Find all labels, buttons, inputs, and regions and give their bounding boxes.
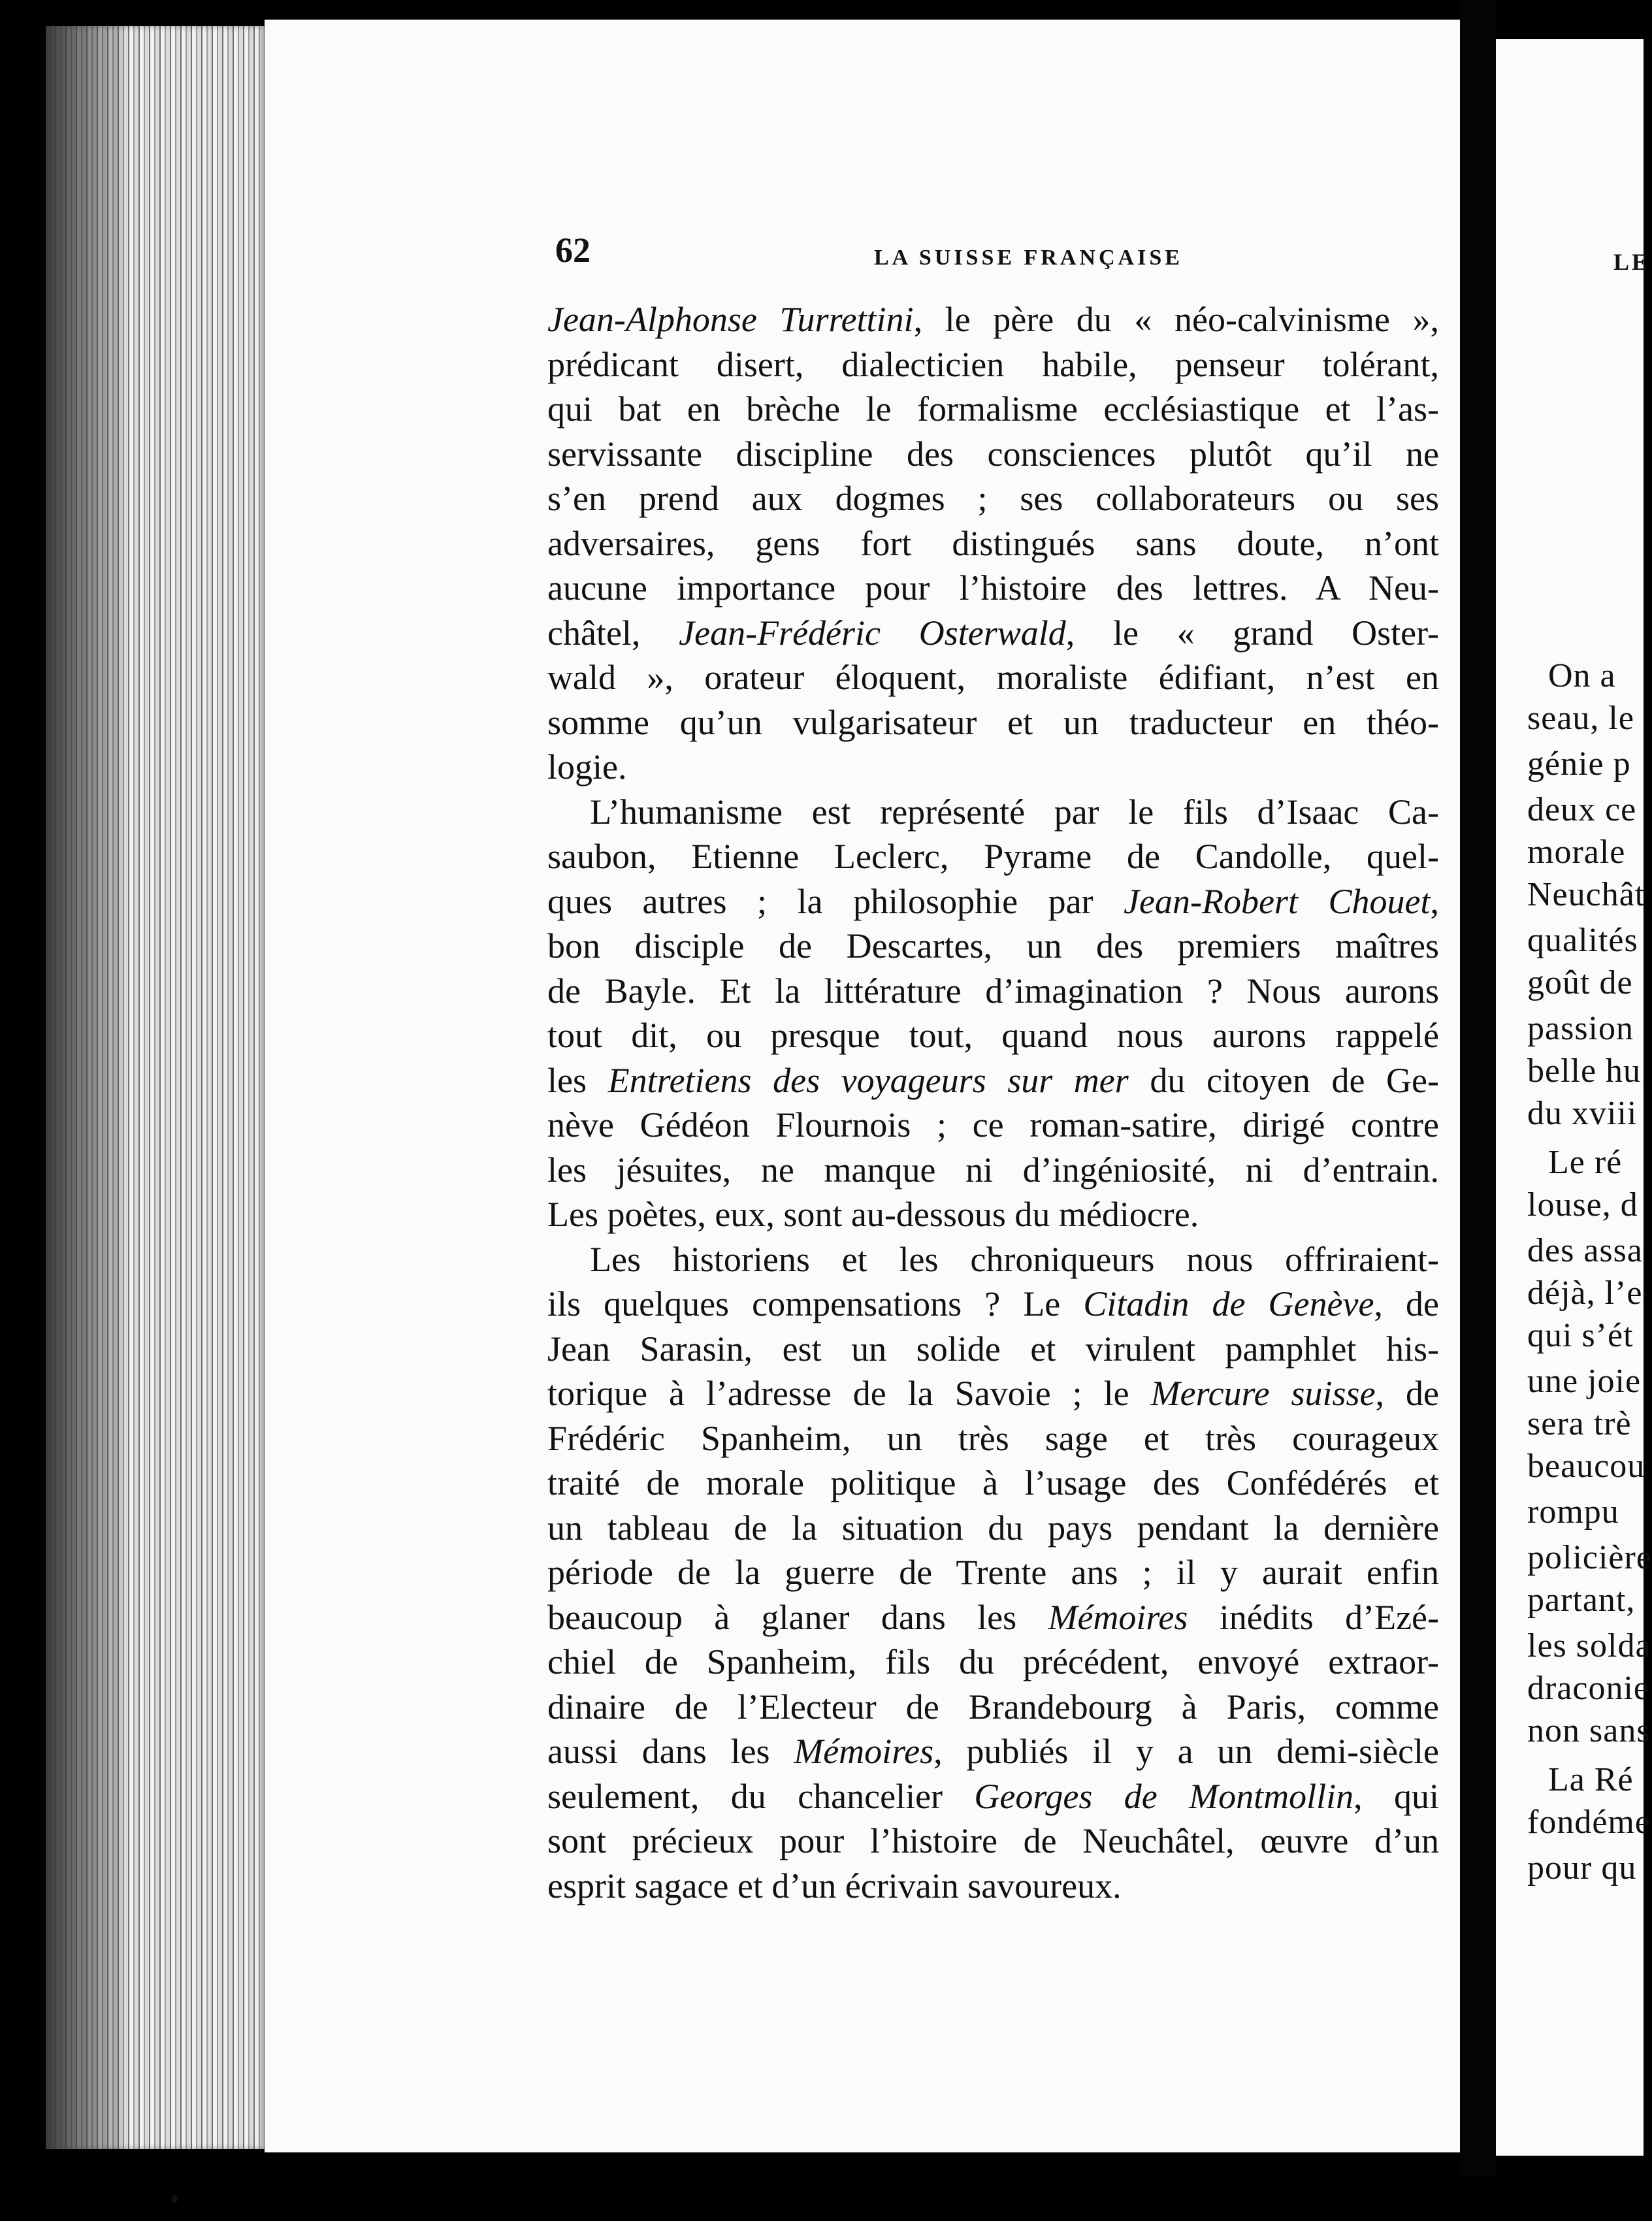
text-run: inédits d’Ezé- — [1188, 1597, 1439, 1637]
text-run: s’en prend aux dogmes ; ses collaborateurs ou ses — [547, 479, 1439, 518]
text-run: bon disciple de Descartes, un des premiers maîtres — [547, 926, 1439, 965]
text-run: aussi dans les — [547, 1732, 794, 1771]
text-line — [547, 1461, 1439, 1506]
facing-text-fragment: La Ré — [1548, 1761, 1634, 1798]
book-fore-edge — [46, 26, 268, 2149]
facing-text-fragment: louse, d — [1527, 1186, 1638, 1224]
facing-text-fragment: Neuchât — [1527, 876, 1645, 913]
text-run: qui bat en brèche le formalisme ecclésiastique et l’as- — [547, 389, 1439, 429]
text-line — [547, 1371, 1439, 1416]
text-line — [547, 1506, 1439, 1551]
text-run: Les poètes, eux, sont au-dessous du médiocre. — [547, 1195, 1199, 1234]
text-run: , — [1430, 881, 1439, 921]
book-gutter — [1460, 0, 1496, 2175]
facing-text-fragment: des assa — [1527, 1232, 1643, 1269]
text-line — [547, 1416, 1439, 1461]
facing-text-fragment: rompu — [1527, 1493, 1619, 1531]
text-run: , de — [1375, 1374, 1440, 1413]
facing-text-fragment: génie p — [1527, 745, 1631, 783]
text-line — [547, 521, 1439, 566]
text-run: , le père du « néo-calvinisme », — [913, 300, 1439, 339]
facing-text-fragment: goût de — [1527, 964, 1633, 1001]
facing-text-fragment: qualités — [1527, 922, 1638, 959]
text-run: servissante discipline des consciences plutôt qu’il ne — [547, 434, 1439, 474]
italic-title: Citadin de Genève — [1083, 1284, 1374, 1323]
italic-title: Mémoires — [794, 1732, 934, 1771]
text-run: aucune importance pour l’histoire des lettres. A Neu- — [547, 568, 1439, 608]
facing-text-fragment: sera trè — [1527, 1405, 1632, 1442]
text-run: les jésuites, ne manque ni d’ingéniosité, ni d’entrain. — [547, 1150, 1439, 1190]
text-line — [547, 1327, 1439, 1372]
text-line — [547, 745, 1439, 790]
text-line — [547, 1192, 1439, 1237]
text-run: nève Gédéon Flournois ; ce roman-satire, dirigé contre — [547, 1105, 1439, 1144]
text-line — [547, 969, 1439, 1014]
facing-text-fragment: déjà, l’e — [1527, 1274, 1643, 1312]
facing-running-head: LE — [1613, 249, 1651, 275]
text-run: Les historiens et les chroniqueurs nous offriraient- — [590, 1239, 1439, 1279]
text-run: du citoyen de Ge- — [1128, 1060, 1439, 1100]
text-run: dinaire de l’Electeur de Brandebourg à Paris, comme — [547, 1687, 1439, 1727]
text-line — [547, 1058, 1439, 1103]
text-run: logie. — [547, 747, 627, 786]
text-run: prédicant disert, dialecticien habile, penseur tolérant, — [547, 344, 1439, 384]
italic-title: Mercure suisse — [1150, 1374, 1376, 1413]
facing-text-fragment: beaucou — [1527, 1448, 1645, 1485]
text-run: ils quelques compensations ? Le — [547, 1284, 1084, 1323]
text-line — [547, 1282, 1439, 1327]
facing-text-fragment: On a — [1548, 657, 1616, 694]
text-line — [547, 476, 1439, 521]
facing-text-fragment: policière — [1527, 1539, 1652, 1576]
text-run: Jean Sarasin, est un solide et virulent pamphlet his- — [547, 1329, 1439, 1369]
text-line — [547, 566, 1439, 611]
text-line — [547, 1729, 1439, 1774]
body-text — [547, 297, 1439, 1908]
text-line — [547, 1774, 1439, 1819]
facing-text-fragment: du xviii — [1527, 1095, 1638, 1132]
italic-title: Entretiens des voyageurs sur mer — [607, 1060, 1129, 1100]
text-run: traité de morale politique à l’usage des Confédérés et — [547, 1463, 1439, 1502]
text-line — [547, 834, 1439, 879]
text-line — [547, 1640, 1439, 1685]
facing-text-fragment: les solda — [1527, 1627, 1651, 1664]
italic-title: Jean-Frédéric Osterwald — [679, 613, 1066, 653]
text-line — [547, 1237, 1439, 1282]
facing-text-fragment: fondéme — [1527, 1804, 1651, 1841]
text-run: de Bayle. Et la littérature d’imagination ? Nous aurons — [547, 971, 1439, 1011]
text-line — [547, 879, 1439, 924]
italic-title: Jean-Robert Chouet — [1124, 881, 1431, 921]
text-run: wald », orateur éloquent, moraliste édifiant, n’est en — [547, 658, 1439, 697]
text-line — [547, 387, 1439, 432]
text-line — [547, 1819, 1439, 1864]
text-run: chiel de Spanheim, fils du précédent, envoyé extraor- — [547, 1642, 1439, 1681]
text-line — [547, 432, 1439, 477]
text-run: beaucoup à glaner dans les — [547, 1597, 1048, 1637]
text-run: , publiés il y a un demi-siècle — [933, 1732, 1440, 1771]
facing-text-fragment: seau, le — [1527, 700, 1634, 737]
text-line — [547, 1148, 1439, 1193]
text-run: L’humanisme est représenté par le fils d’Isaac Ca- — [590, 792, 1439, 832]
text-line — [547, 790, 1439, 835]
text-run: somme qu’un vulgarisateur et un traducteur en théo- — [547, 702, 1439, 742]
text-run: , de — [1374, 1284, 1439, 1323]
text-line — [547, 1550, 1439, 1595]
facing-text-fragment: pour qu — [1527, 1849, 1637, 1887]
text-run: tout dit, ou presque tout, quand nous aurons rappelé — [547, 1016, 1439, 1055]
facing-text-fragment: partant, — [1527, 1581, 1636, 1619]
facing-text-fragment: une joie — [1527, 1363, 1642, 1400]
text-line — [547, 611, 1439, 656]
facing-text-fragment: belle hu — [1527, 1052, 1642, 1090]
text-run: , qui — [1353, 1776, 1439, 1816]
text-run: un tableau de la situation du pays pendant la dernière — [547, 1508, 1439, 1548]
text-line — [547, 1685, 1439, 1730]
text-run: esprit sagace et d’un écrivain savoureux. — [547, 1866, 1122, 1905]
page-number: 62 — [555, 231, 591, 270]
text-line — [547, 1864, 1439, 1909]
text-run: les — [547, 1060, 608, 1100]
facing-text-fragment: non sans — [1527, 1712, 1651, 1749]
text-run: sont précieux pour l’histoire de Neuchâtel, œuvre d’un — [547, 1821, 1439, 1860]
text-line — [547, 1013, 1439, 1058]
text-line — [547, 924, 1439, 969]
text-run: période de la guerre de Trente ans ; il y aurait enfin — [547, 1553, 1439, 1592]
text-line — [547, 342, 1439, 387]
text-run: , le « grand Oster- — [1065, 613, 1439, 653]
text-run: Frédéric Spanheim, un très sage et très courageux — [547, 1418, 1439, 1458]
text-run: châtel, — [547, 613, 679, 653]
text-line — [547, 1103, 1439, 1148]
text-run: torique à l’adresse de la Savoie ; le — [547, 1374, 1151, 1413]
scan-speck — [171, 2195, 178, 2203]
text-line — [547, 655, 1439, 700]
facing-page — [1496, 39, 1652, 2156]
facing-text-fragment: Le ré — [1548, 1144, 1623, 1181]
text-run: ques autres ; la philosophie par — [547, 881, 1124, 921]
italic-title: Jean-Alphonse Turrettini — [547, 300, 914, 339]
facing-text-fragment: deux ce — [1527, 791, 1637, 828]
text-line — [547, 700, 1439, 745]
facing-text-fragment: qui s’ét — [1527, 1317, 1634, 1354]
italic-title: Mémoires — [1048, 1597, 1188, 1637]
italic-title: Georges de Montmollin — [974, 1776, 1354, 1816]
text-run: saubon, Etienne Leclerc, Pyrame de Candolle, quel- — [547, 837, 1439, 876]
running-title: LA SUISSE FRANÇAISE — [874, 246, 1183, 270]
fore-edge-shadow — [46, 26, 124, 2149]
text-run: adversaires, gens fort distingués sans doute, n’ont — [547, 523, 1439, 563]
text-line — [547, 297, 1439, 342]
facing-text-fragment: morale — [1527, 834, 1626, 871]
facing-text-fragment: draconie — [1527, 1670, 1650, 1707]
text-line — [547, 1595, 1439, 1640]
text-run: seulement, du chancelier — [547, 1776, 975, 1816]
facing-text-fragment: passion — [1527, 1010, 1634, 1047]
